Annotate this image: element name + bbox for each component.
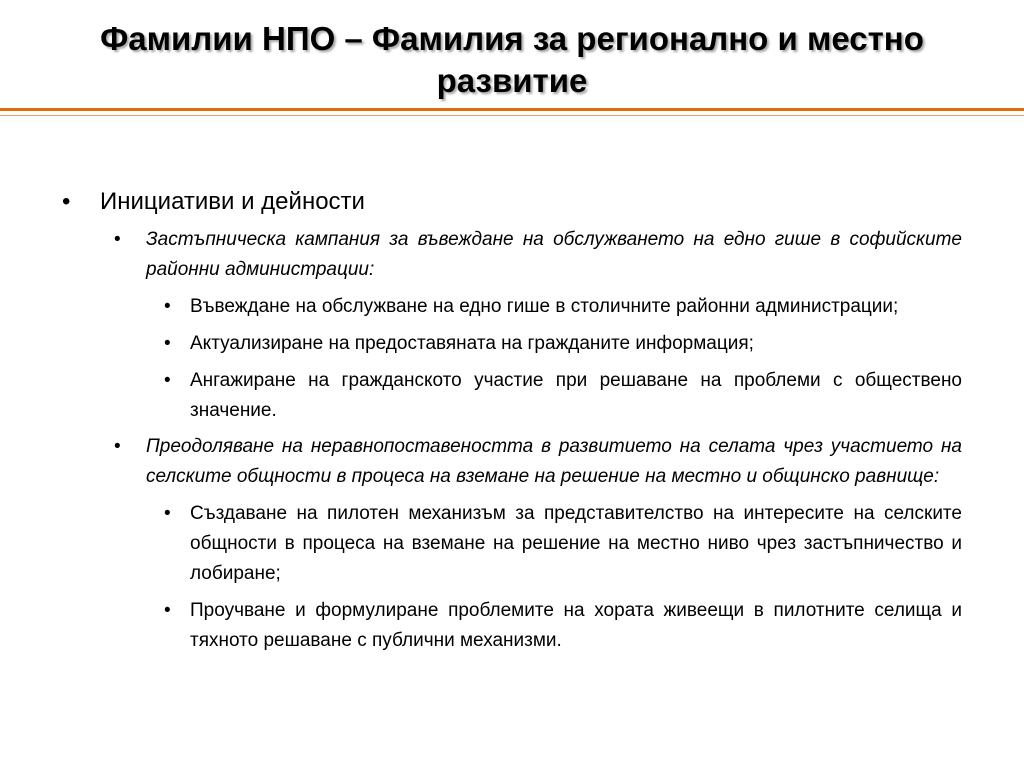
sub-list-item-text: Създаване на пилотен механизъм за представителство на интересите на селските общности в процеса на вземане на решение на местно ниво чрез застъпничество и лобиране; (190, 503, 962, 584)
bullet: • (62, 188, 71, 215)
bullet: • (164, 333, 171, 354)
list-item-text: Застъпническа кампания за въвеждане на обслужването на едно гише в софийските районни администрации: (146, 229, 962, 280)
bullet: • (164, 503, 171, 524)
list-item (0, 432, 1024, 492)
sub-list-item (0, 499, 1024, 589)
sub-list-item-text: Актуализиране на предоставяната на гражданите информация; (190, 333, 754, 354)
section-heading: Инициативи и дейности (100, 188, 365, 215)
bullet: • (164, 600, 171, 621)
sub-list-item (0, 596, 1024, 656)
bullet: • (164, 296, 171, 317)
slide-title: Фамилии НПО – Фамилия за регионално и местно развитие (100, 20, 924, 99)
bullet: • (114, 436, 121, 457)
section-heading-item (0, 185, 1024, 219)
slide-content (0, 185, 1024, 656)
sub-list-item (0, 329, 1024, 359)
bullet: • (114, 229, 121, 250)
list-item-text: Преодоляване на неравнопоставеността в развитието на селата чрез участието на селските общности в процеса на вземане на решение на местно и общинско равнище: (146, 436, 962, 487)
list-item (0, 225, 1024, 285)
title-underline-thin (0, 115, 1024, 116)
bullet: • (164, 370, 171, 391)
sub-list-item-text: Въвеждане на обслужване на едно гише в столичните районни администрации; (190, 296, 899, 317)
sub-list-item-text: Проучване и формулиране проблемите на хората живеещи в пилотните селища и тяхното решаване с публични механизми. (190, 600, 962, 651)
sub-list-item (0, 366, 1024, 426)
title-underline-thick (0, 108, 1024, 111)
sub-list-item (0, 292, 1024, 322)
sub-list-item-text: Ангажиране на гражданското участие при решаване на проблеми с обществено значение. (190, 370, 962, 421)
